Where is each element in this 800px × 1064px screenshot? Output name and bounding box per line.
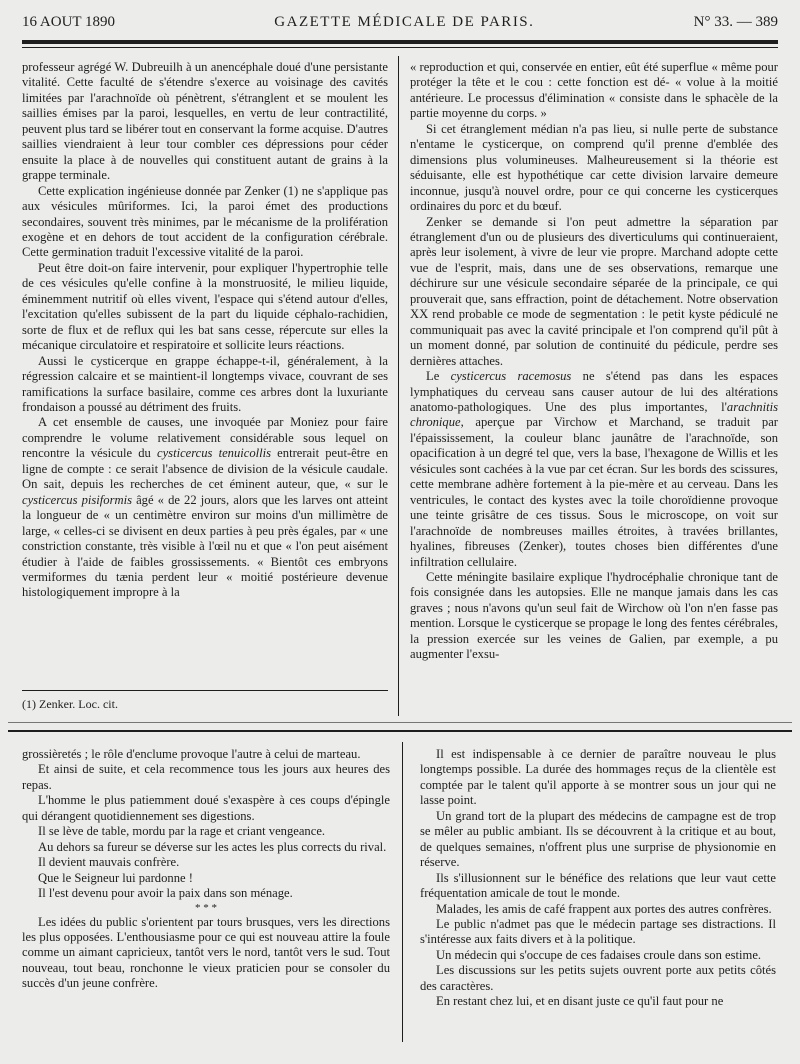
species-name: cysticercus tenuicollis [156, 446, 272, 461]
column-divider [398, 56, 399, 716]
paragraph [410, 369, 778, 570]
paragraph: Peut être doit-on faire intervenir, pour expliquer l'hypertrophie telle de ces vésicules qu'elle confine à la monstruosité, le milieu liquide, éminemment nutritif où elles vivent, l'espace qui s'étend autour d'elles, l'excitation qu'elles subissent de la part du liquide céphalo-rachidien, sorte de flux et de reflux qui les bat sans cesse, répercute sur elles la mécanique circulatoire et respiratoire et sollicite leurs réactions. [22, 260, 388, 353]
feuilleton-column-right [420, 747, 776, 1010]
text-run: âgé « de 22 jours, alors que les larves ont atteint la longueur de « un centimètre environ sur moins d'un millimètre de large, « celles-ci se divisent en deux parties à peu près égales, par « une constriction constante, très visible à l'œil nu et que « l'on peut aisément étudier à l'aide de faibles grossissements. « Bientôt ces embryons vermiformes du tænia perdent leur « moitié postérieure devenue histologiquement impropre à la [22, 492, 389, 600]
paragraph: Ils s'illusionnent sur le bénéfice des relations que leur vaut cette fréquentation amicale de tout le monde. [420, 870, 776, 901]
text-run: A cet ensemble de causes, une invoquée par Moniez pour faire comprendre le volume relativement considérable sous lequel on rencontre la vésicule du [22, 415, 388, 461]
text-run: ne s'étend pas dans les espaces lymphatiques du cerveau sans causer autour de lui des altérations anatomo-pathologiques. Une des plus importantes, l' [410, 369, 778, 414]
paragraph: Il devient mauvais confrère. [38, 855, 180, 870]
header-rule-thin [22, 47, 778, 48]
paragraph: Cette méningite basilaire explique l'hydrocéphalie chronique tant de fois consignée dans les autopsies. Elle ne manque jamais dans les cas graves ; nous n'avons qu'un seul fait de Wirchow où l'on n'en fasse pas mention. Lorsque le cysticerque se propage le long des fentes cérébrales, la pression exercée sur les veines de Galien, par exemple, a pu augmenter l'exsu- [410, 569, 778, 662]
paragraph: Il est indispensable à ce dernier de paraître nouveau le plus longtemps possible. La durée des hommages reçus de la clientèle est comptée par le talent qu'il apporte à se montrer sous un jour qui ne lasse point. [420, 747, 776, 808]
text-run: , aperçue par Virchow et Marchand, se traduit par l'épaississement, la couleur blanc jaunâtre de l'arachnoïde, son opacification à un degré tel que, vers la base, l'hexagone de Willis et les vésicules sont cachées à la vue par cet écran. Sur les bords des scissures, cette membrane adhère fortement à la pie-mère et au cerveau. Dans les ventricules, le contact des kystes avec la toile choroïdienne provoque une teinte grisâtre de ces tissus. Sous le microscope, on voit sur l'arachnoïde de nombreuses mailles étroites, à travées brillantes, hyalines, fibreuses (Zenker), toutes choses bien différentes d'une infiltration cellulaire. [410, 415, 778, 569]
text-run: entrerait peut-être en ligne de compte : ce serait l'absence de division de la vésicule caudale. On sait, depuis les recherches de cet éminent auteur, que, « sur le [22, 446, 389, 492]
paragraph: En restant chez lui, et en disant juste ce qu'il faut pour ne [436, 994, 724, 1009]
paragraph: Les idées du public s'orientent par tours brusques, vers les directions les plus opposées. L'enthousiasme pour ce qui est nouveau attire la foule comme un aimant capricieux, tantôt vers le nord, tantôt vers le sud. Tout nouveau, tout beau, ronchonne le vieux praticien pour se consoler du succès d'un jeune confrère. [22, 914, 390, 991]
column-divider [402, 742, 403, 1042]
disease-name: arachnitis chronique [410, 399, 778, 430]
paragraph: Zenker se demande si l'on peut admettre la séparation par étranglement d'un ou de plusieurs des diverticulums qui continueraient, après leur isolement, à vivre de leur vie propre. Marchand adopte cette vue de l'esprit, mais, dans une de ses observations, remarque une déchirure sur une vésicule secondaire séparée de la principale, ce qui prouverait que, sans effraction, point de détachement. Notre observation XX rend probable ce mode de segmentation : le petit kyste pédiculé ne communiquait pas avec la cavité principale et l'on comprend qu'il pût à un moment donné, par solution de continuité du pédicule, perdre ses dernières attaches. [410, 214, 778, 368]
paragraph: Si cet étranglement médian n'a pas lieu, si nulle perte de substance n'entame le cysticerque, on comprend qu'il prenne d'emblée des dimensions plus volumineuses. Malheureusement si la théorie est séduisante, elle est hypothétique car cette division larvaire demeure inconnue, jusqu'à nouvel ordre, pour ce qui concerne les cysticerques ordinaires du porc et du bœuf. [410, 121, 778, 214]
paragraph: Les discussions sur les petits sujets ouvrent porte aux petits côtés des caractères. [420, 963, 776, 993]
paragraph: grossièretés ; le rôle d'enclume provoque l'autre à celui de marteau. [22, 747, 361, 761]
section-break-asterisks: * * * [195, 901, 217, 914]
section-separator [8, 722, 792, 723]
footnote: (1) Zenker. Loc. cit. [22, 697, 118, 711]
header-date: 16 AOUT 1890 [22, 14, 116, 30]
paragraph: « reproduction et qui, conservée en entier, eût été superflue « même pour protéger la tête et le cou : cette fonction est dé- « volue à la moitié antérieure. Le processus d'élimination « consiste dans le sphacèle de la partie moyenne du corps. » [410, 60, 778, 121]
section-separator-thick [8, 730, 792, 732]
article-column-right [410, 60, 778, 663]
species-name: cysticercus racemosus [450, 369, 572, 384]
paragraph: Malades, les amis de café frappent aux portes des autres confrères. [436, 901, 772, 916]
text-run: Le [426, 369, 451, 384]
paragraph: Et ainsi de suite, et cela recommence tous les jours aux heures des repas. [22, 762, 390, 792]
article-column-left [22, 60, 388, 601]
page-header [22, 14, 778, 36]
paragraph: professeur agrégé W. Dubreuilh à un anencéphale doué d'une persistante vitalité. Cette faculté de s'étendre s'exerce au voisinage des cavités limitées par l'arachnoïde où pénètrent, s'étranglent et se moulent les saillies émises par la paroi, lesquelles, en vertu de leur contractilité, peuvent plus tard se libérer tout en conservant la forme acquise. D'autres saillies viendraient à leur tour combler ces dépressions pour céder ensuite la place à de nouvelles qui constituent autant de grains à la grappe terminale. [22, 60, 388, 183]
paragraph: Un médecin qui s'occupe de ces fadaises croule dans son estime. [436, 947, 762, 962]
paragraph: Au dehors sa fureur se déverse sur les actes les plus corrects du rival. [38, 839, 387, 854]
species-name: cysticercus pisiformis [22, 492, 132, 507]
header-rule-thick [22, 40, 778, 44]
paragraph: Que le Seigneur lui pardonne ! [38, 870, 193, 885]
footnote-rule [22, 690, 388, 691]
paragraph: L'homme le plus patiemment doué s'exaspère à ces coups d'épingle qui dérangent quotidiennement ses digestions. [22, 793, 390, 823]
paragraph: Il se lève de table, mordu par la rage et criant vengeance. [38, 824, 326, 839]
paragraph: Il l'est devenu pour avoir la paix dans son ménage. [38, 886, 293, 901]
journal-title: GAZETTE MÉDICALE DE PARIS. [274, 14, 535, 30]
paragraph: Un grand tort de la plupart des médecins de campagne est de trop se mêler au public ambiant. Ils se découvrent à la critique et au bout, de quelques semaines, n'offrent plus une surprise de physionomie en réserve. [420, 808, 776, 870]
feuilleton-column-left [22, 747, 390, 992]
paragraph: Aussi le cysticerque en grappe échappe-t-il, généralement, à la régression calcaire et se maintient-il longtemps vivace, couvrant de ses ramifications la surface basilaire, comme ces arbres dont la luxuriante frondaison a poussé au détriment des fruits. [22, 353, 388, 414]
paragraph: Cette explication ingénieuse donnée par Zenker (1) ne s'applique pas aux vésicules mûriformes. Ici, la paroi émet des productions secondaires, souvent très minimes, par le mécanisme de la prolifération exogène et en dehors de tout accident de la configuration cérébrale. Cette germination traduit l'excessive vitalité de la paroi. [22, 183, 388, 260]
paragraph: Le public n'admet pas que le médecin partage ses distractions. Il s'intéresse aux faits divers et à la politique. [420, 916, 776, 947]
paragraph [22, 415, 388, 600]
issue-page-number: N° 33. — 389 [693, 14, 778, 30]
